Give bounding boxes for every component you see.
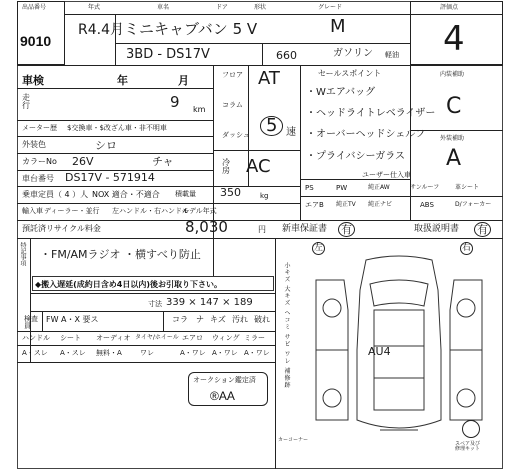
equip-opt-2: ナ bbox=[196, 315, 204, 324]
sales-points-label: セールスポイント bbox=[318, 69, 382, 78]
cc-value: 660 bbox=[276, 49, 297, 62]
km-value: 9 bbox=[170, 93, 180, 111]
damage-code-legend: 小キズ 大キズ ヘコミ サビ ワレ 補修跡 bbox=[283, 262, 290, 389]
fit-val-4: ワレ bbox=[140, 349, 154, 357]
yen-label: 円 bbox=[258, 225, 266, 234]
inspection-label: 車検 bbox=[22, 74, 44, 87]
lot-label: 出品番号 bbox=[22, 4, 47, 11]
name-label: 車名 bbox=[157, 4, 170, 11]
distance-label: 走行 bbox=[22, 93, 30, 110]
ext-grade-value: A bbox=[446, 146, 462, 171]
recycle-value: 8,030 bbox=[185, 218, 228, 236]
gears-value: 5 bbox=[260, 116, 283, 136]
km-unit: km bbox=[193, 105, 206, 114]
fit-label-7: ミラー bbox=[244, 334, 265, 342]
sales-point-3: ・オーバーヘッドシェルフ bbox=[306, 129, 426, 140]
year-value: R4.4月 bbox=[78, 22, 124, 38]
door-label: ドア bbox=[216, 4, 228, 11]
nox-label: NOX 適合・不適合 bbox=[92, 190, 160, 199]
equip-opt-4: 汚れ bbox=[232, 315, 248, 324]
fit-val-6: A・ワレ bbox=[212, 349, 238, 357]
right-side-label: 右 bbox=[462, 243, 472, 253]
equip-opt-3: キズ bbox=[210, 315, 226, 324]
equip-abs: ABS bbox=[420, 201, 434, 209]
fit-label-3: オーディオ bbox=[96, 334, 131, 342]
fit-val-1: A・スレ bbox=[22, 349, 48, 357]
chassis-label: 車台番号 bbox=[22, 174, 54, 183]
auction-stamp-title: オークション鑑定済 bbox=[193, 376, 256, 384]
equip-row: FW A・X 要ス bbox=[46, 315, 99, 324]
spare-kit-icon bbox=[462, 420, 480, 438]
month-unit: 月 bbox=[178, 74, 189, 87]
column-label: コラム bbox=[222, 101, 243, 109]
fit-label-6: ウィング bbox=[212, 334, 240, 342]
fuel-value: ガソリン bbox=[333, 48, 373, 59]
score-value: 4 bbox=[443, 19, 465, 59]
warranty-mark: 有 bbox=[338, 222, 355, 237]
loading-value: 350 bbox=[220, 186, 241, 199]
gear-unit: 速 bbox=[286, 127, 296, 138]
recycle-label: 預託済リサイクル料金 bbox=[22, 224, 101, 233]
car-body-outline bbox=[357, 256, 441, 428]
warranty-label: 新車保証書 bbox=[282, 224, 328, 234]
damage-code-value: AU4 bbox=[368, 345, 391, 358]
ext-score-label: 外装補助 bbox=[440, 135, 465, 142]
int-score-label: 内装補助 bbox=[440, 71, 465, 78]
fit-val-3: 無料・A bbox=[96, 349, 122, 357]
year-unit: 年 bbox=[117, 74, 128, 87]
model-year-label: モデル年式 bbox=[182, 207, 217, 215]
auction-stamp-code: ®AA bbox=[210, 389, 235, 403]
meter-options: $交換車・$改ざん車・非不明車 bbox=[67, 124, 167, 132]
equip-leather: 革シート bbox=[455, 184, 480, 191]
model-code-value: 3BD - DS17V bbox=[126, 47, 210, 62]
fit-val-2: A・スレ bbox=[60, 349, 86, 357]
equip-tv: 純正TV bbox=[336, 201, 356, 208]
interior-color-value: チャ bbox=[152, 155, 174, 168]
equip-ps: PS bbox=[305, 184, 314, 192]
dash-label: ダッシュ bbox=[222, 131, 250, 139]
capacity-label: 乗車定員（ 4 ）人 bbox=[22, 190, 89, 199]
color-no-value: 26V bbox=[72, 155, 94, 168]
grade-value: M bbox=[330, 16, 346, 37]
lot-number: 9010 bbox=[20, 33, 52, 49]
type-label: 形状 bbox=[254, 4, 267, 11]
shift-value: AT bbox=[258, 68, 280, 89]
exterior-color-label: 外装色 bbox=[22, 140, 46, 149]
car-corner-label: カーコーナー bbox=[278, 437, 309, 443]
equip-navi: 純正ナビ bbox=[368, 201, 393, 208]
user-history-label: ユーザー仕入車 bbox=[362, 171, 411, 179]
notice-text: ◆搬入遅延(成約日含め4日以内)後お引取り下さい。 bbox=[35, 280, 223, 289]
remarks-side-label: 特記事項 bbox=[19, 242, 26, 266]
import-options: ディーラー・並行 bbox=[44, 207, 100, 215]
chassis-value: DS17V - 571914 bbox=[65, 171, 155, 184]
car-name-value: ミニキャブバン 5 V bbox=[124, 20, 258, 38]
remarks-value: ・FM/AMラジオ ・横すべり防止 bbox=[40, 248, 201, 261]
equip-opt-5: 破れ bbox=[254, 315, 270, 324]
floor-label: フロア bbox=[222, 71, 243, 79]
handle-options: 左ハンドル・右ハンドル bbox=[112, 207, 189, 215]
sales-point-1: ・Wエアバッグ bbox=[306, 87, 376, 98]
year-label: 年式 bbox=[88, 4, 101, 11]
sizes-value: 339 × 147 × 189 bbox=[166, 297, 253, 308]
loading-label: 積載量 bbox=[175, 190, 196, 198]
color-no-label: カラーNo bbox=[22, 157, 57, 166]
fit-val-5: A・ワレ bbox=[180, 349, 206, 357]
sales-point-4: ・プライバシーガラス bbox=[306, 151, 405, 162]
equip-aw: 純正AW bbox=[368, 184, 390, 191]
equip-sunroof: サンルーフ bbox=[410, 184, 440, 191]
equip-opt-1: コラ bbox=[172, 315, 188, 324]
exterior-color-value: シロ bbox=[95, 139, 117, 152]
equip-dfog: D/フォーカー bbox=[455, 201, 492, 208]
fit-label-1: ハンドル bbox=[22, 334, 50, 342]
fit-label-4: タイヤ/ホイール bbox=[135, 334, 179, 341]
car-roof bbox=[374, 310, 424, 410]
sizes-label: 寸法 bbox=[148, 300, 162, 308]
fit-val-7: A・ワレ bbox=[244, 349, 270, 357]
score-label: 評価点 bbox=[440, 4, 459, 11]
int-grade-value: C bbox=[446, 94, 462, 119]
manual-mark: 有 bbox=[474, 222, 491, 237]
grade-label: グレード bbox=[318, 4, 343, 11]
loading-unit: kg bbox=[260, 192, 269, 200]
equip-airbag: エアB bbox=[305, 201, 324, 209]
import-label: 輸入車 bbox=[22, 207, 43, 215]
car-windshield bbox=[370, 280, 428, 306]
meter-label: メーター歴 bbox=[22, 124, 57, 132]
cooler-label: 冷房 bbox=[222, 158, 230, 175]
inspector-label: 検査員 bbox=[24, 315, 38, 330]
fuel-label: 軽油 bbox=[385, 51, 399, 59]
equip-pw: PW bbox=[336, 184, 348, 192]
fit-label-2: シート bbox=[60, 334, 81, 342]
left-side-label: 左 bbox=[314, 243, 324, 253]
fit-label-5: エアロ bbox=[182, 334, 203, 342]
manual-label: 取扱説明書 bbox=[414, 224, 460, 234]
sales-point-2: ・ヘッドライトレベライザー bbox=[306, 108, 436, 119]
ac-value: AC bbox=[246, 156, 271, 177]
spare-kit-label: スペア及び 修理キット bbox=[455, 441, 481, 452]
